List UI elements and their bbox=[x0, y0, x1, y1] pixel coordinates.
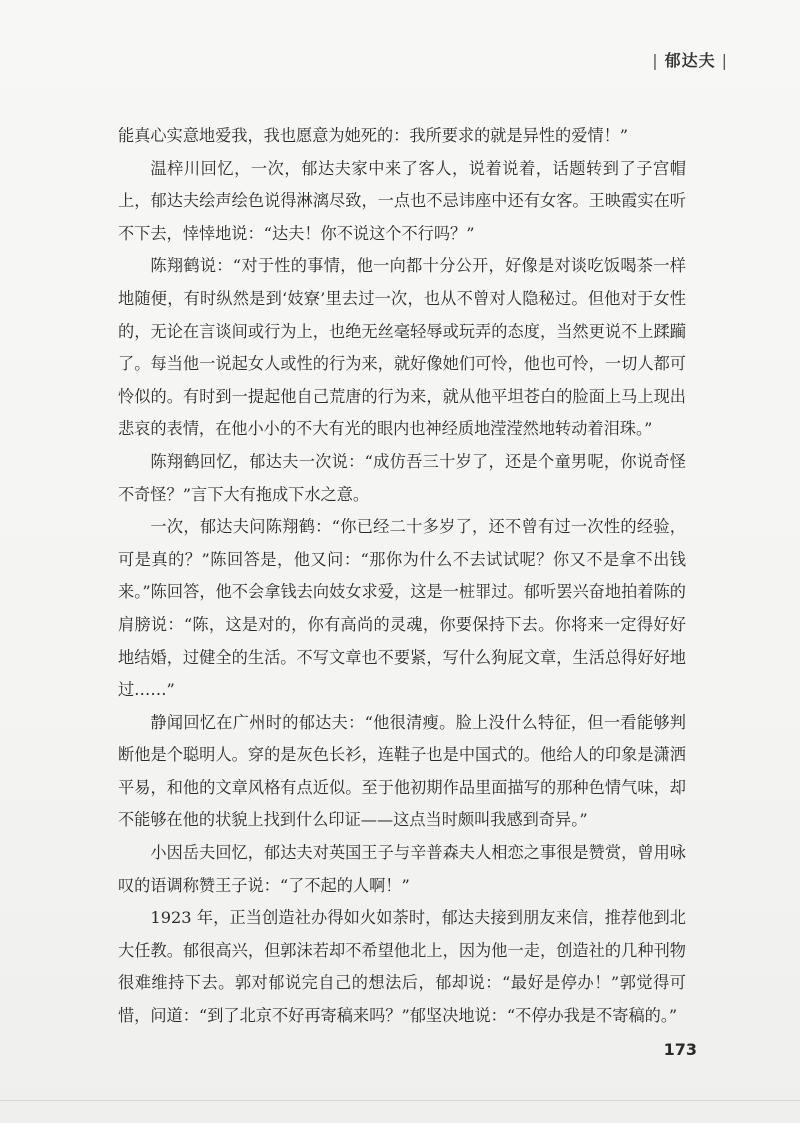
paragraph: 小因岳夫回忆，郁达夫对英国王子与辛普森夫人相恋之事很是赞赏，曾用咏叹的语调称赞王子说：“了不起的人啊！” bbox=[118, 843, 686, 895]
paragraph-continued: 能真心实意地爱我，我也愿意为她死的：我所要求的就是异性的爱情！” bbox=[118, 126, 629, 145]
page-number: 173 bbox=[663, 1040, 697, 1059]
paragraph: 静闻回忆在广州时的郁达夫：“他很清瘦。脸上没什么特征，但一看能够判断他是个聪明人。穿的是灰色长衫，连鞋子也是中国式的。他给人的印象是潇洒平易，和他的文章风格有点近似。至于他初期作品里面描写的那种色情气味，却不能够在他的状貌上找到什么印证——这点当时颇叫我感到奇异。” bbox=[118, 712, 686, 830]
header-bar-right: | bbox=[721, 51, 728, 70]
paragraph: 陈翔鹤回忆，郁达夫一次说：“成仿吾三十岁了，还是个童男呢，你说奇怪不奇怪？”言下大有拖成下水之意。 bbox=[118, 451, 686, 504]
paragraph: 一次，郁达夫问陈翔鹤：“你已经二十多岁了，还不曾有过一次性的经验，可是真的？”陈回答是，他又问：“那你为什么不去试试呢？你又不是拿不出钱来。”陈回答，他不会拿钱去向妓女求爱，这是一桩罪过。郁听罢兴奋地拍着陈的肩膀说：“陈，这是对的，你有高尚的灵魂，你要保持下去。你将来一定得好好地结婚，过健全的生活。不写文章也不要紧，写什么狗屁文章，生活总得好好地过……” bbox=[118, 517, 686, 700]
scan-edge-line bbox=[0, 1100, 800, 1101]
running-header bbox=[646, 48, 734, 71]
paragraph: 1923 年，正当创造社办得如火如荼时，郁达夫接到朋友来信，推荐他到北大任教。郁很高兴，但郭沫若却不希望他北上，因为他一走，创造社的几种刊物很难维持下去。郭对郁说完自己的想法后，郁却说：“最好是停办！”郭觉得可惜，问道：“到了北京不好再寄稿来吗？”郁坚决地说：“不停办我是不寄稿的。” bbox=[118, 908, 686, 1026]
header-bar-left: | bbox=[652, 51, 659, 70]
body-text bbox=[118, 120, 686, 1033]
paragraph: 陈翔鹤说：“对于性的事情，他一向都十分公开，好像是对谈吃饭喝茶一样地随便，有时纵然是到‘妓寮’里去过一次，也从不曾对人隐秘过。但他对于女性的，无论在言谈间或行为上，也绝无丝毫轻辱或玩弄的态度，当然更说不上蹂躏了。每当他一说起女人或性的行为来，就好像她们可怜，他也可怜，一切人都可怜似的。有时到一提起他自己荒唐的行为来，就从他平坦苍白的脸面上马上现出悲哀的表情，在他小小的不大有光的眼内也神经质地滢滢然地转动着泪珠。” bbox=[118, 256, 686, 439]
paragraph: 温梓川回忆，一次，郁达夫家中来了客人，说着说着，话题转到了子宫帽上，郁达夫绘声绘色说得淋漓尽致，一点也不忌讳座中还有女客。王映霞实在听不下去，悻悻地说：“达夫！你不说这个不行吗？” bbox=[118, 158, 686, 243]
header-title: 郁达夫 bbox=[664, 51, 716, 70]
